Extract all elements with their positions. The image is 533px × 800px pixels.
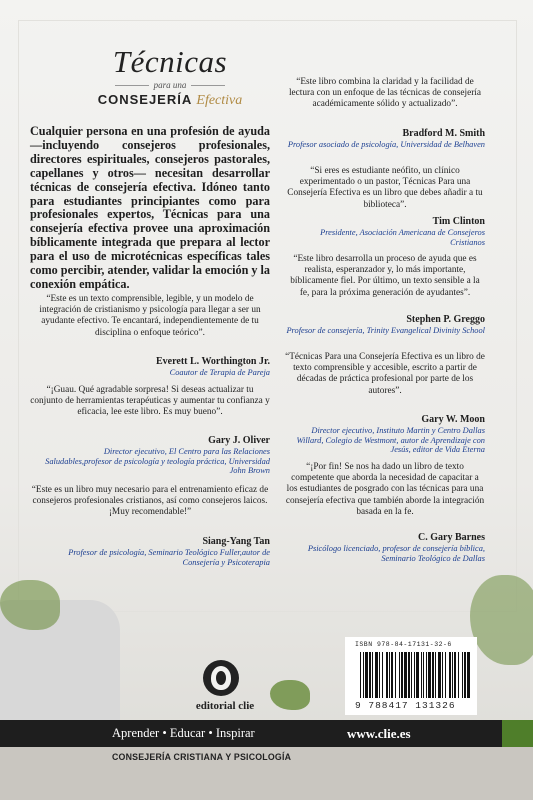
endorsement-attribution [285,216,485,247]
publisher-logo-core [216,671,226,685]
endorser-name: Tim Clinton [432,216,485,227]
barcode-icon [360,652,470,698]
endorser-role: Profesor de psicología, Seminario Teológico Fuller,autor de Consejería y Psicoterapia [68,548,270,567]
barcode-bar [375,652,378,698]
barcode-bar [445,652,446,698]
isbn-label: ISBN 978-84-17131-32-6 [355,641,452,648]
endorsement-quote: “¡Por fin! Se nos ha dado un libro de texto competente que aborda la necesidad de capacitar a los estudiantes de posgrado con las técnicas para una consejería efectiva que también aborde la integración basada en la fe. [285,462,485,517]
endorser-role: Coautor de Terapia de Pareja [169,368,270,377]
endorsement-attribution [40,435,270,476]
barcode-bar [442,652,443,698]
title-line-2: para una [90,80,250,90]
endorser-role: Director ejecutivo, Instituto Martin y Centro Dallas Willard, Colegio de Westmont, autor de Aprendizaje con Jesús, editor de Vida Eterna [296,426,485,455]
endorser-role: Profesor de consejería, Trinity Evangelical Divinity School [286,326,485,335]
barcode-bar [395,652,396,698]
barcode-bar [414,652,415,698]
endorsement-attribution [285,532,485,563]
barcode-bar [421,652,422,698]
barcode-bar [416,652,419,698]
barcode-bar [423,652,424,698]
barcode-bar [372,652,373,698]
accent-green-block [502,720,533,747]
title-efectiva: Efectiva [196,93,243,108]
barcode-bar [452,652,453,698]
series-name: CONSEJERÍA CRISTIANA Y PSICOLOGÍA [112,752,292,762]
barcode-bar [411,652,412,698]
barcode-bar [428,652,431,698]
endorsement-attribution [30,356,270,378]
endorsement-attribution [285,314,485,336]
endorsement-quote: “Si eres es estudiante neófito, un clínico experimentado o un pastor, Técnicas Para una Consejería Efectiva es un libro que debes añadir a tu biblioteca”. [287,166,483,210]
plant [270,680,310,710]
barcode-bar [467,652,470,698]
barcode-bar [379,652,380,698]
endorser-name: Siang-Yang Tan [202,536,270,547]
endorser-role: Psicólogo licenciado, profesor de consejería bíblica, Seminario Teológico de Dallas [307,544,485,563]
book-description: Cualquier persona en una profesión de ayuda —incluyendo consejeros profesionales, directores espirituales, consejeros pastorales, capellanes y otros— necesitan desarrollar técnicas de consejería efectiva. Idóneo tanto para estudiantes principiantes como para profesionales expertos, Técnicas para una consejería efectiva provee una aproximación bíblicamente integrada que prepara al lector para el uso de microtécnicas específicas tales como percibir, atender, validar la emoción y la conexión empática. [30,124,271,291]
endorsement-quote: “Técnicas Para una Consejería Efectiva es un libro de texto comprensible y accesible, escrito a partir de décadas de práctica profesional por parte de los autores”. [285,352,485,396]
barcode-bar [449,652,451,698]
barcode-bar [438,652,441,698]
title-line-3 [90,92,250,109]
endorsement-attribution [285,128,485,150]
publisher-url: www.clie.es [347,726,411,741]
endorser-role: Profesor asociado de psicología, Universidad de Belhaven [287,140,485,149]
barcode-bar [363,652,364,698]
barcode-bar [382,652,383,698]
title-consejeria: CONSEJERÍA [97,92,192,107]
endorser-role: Presidente, Asociación Americana de Consejeros Cristianos [320,228,485,247]
endorser-name: Bradford M. Smith [402,128,485,139]
barcode-bar [435,652,436,698]
barcode-bar [464,652,466,698]
barcode-bar [432,652,434,698]
publisher-name: editorial clie [195,700,255,712]
endorsement-quote: “¡Guau. Qué agradable sorpresa! Si deseas actualizar tu conjunto de herramientas terapéuticas y aumentar tu confianza y eficacia, lee este libro. Es muy bueno”. [30,385,270,418]
barcode-bar [401,652,403,698]
barcode-number: 9 788417 131326 [355,700,456,711]
barcode-bar [399,652,400,698]
barcode-bar [389,652,390,698]
endorsement-quote: “Este es un texto comprensible, legible, y un modelo de integración de cristianismo y psicología para llegar a ser un ayudante efectivo. Te encantará, independientemente de tu disciplina o enfoque teórico”. [39,294,261,338]
endorser-name: Gary W. Moon [421,414,485,425]
endorsement-attribution [285,414,485,455]
endorser-name: Gary J. Oliver [208,435,270,446]
endorsement-attribution [60,536,270,567]
bottom-band [0,720,533,747]
barcode-bar [404,652,407,698]
endorser-name: Everett L. Worthington Jr. [156,356,270,367]
publisher-motto: Aprender • Educar • Inspirar [112,726,255,740]
barcode-bar [369,652,371,698]
endorsement-quote: “Este libro combina la claridad y la facilidad de lectura con un enfoque de las técnicas de consejería académicamente sólido y actualizado”. [288,77,482,110]
barcode-bar [426,652,427,698]
title-line-1: Técnicas [112,44,228,79]
barcode-bar [462,652,463,698]
barcode-bar [458,652,459,698]
barcode-bar [391,652,393,698]
endorser-name: Stephen P. Greggo [406,314,485,325]
endorser-role: Director ejecutivo, El Centro para las Relaciones Saludables,profesor de psicología y teología práctica, Universidad John Brown [45,447,270,476]
endorsement-quote: “Este es un libro muy necesario para el entrenamiento eficaz de consejeros profesionales cristianos, así como consejeros laicos. ¡Muy recomendable!” [31,485,269,518]
barcode-bar [365,652,368,698]
barcode-bar [386,652,388,698]
endorsement-quote: “Este libro desarrolla un proceso de ayuda que es realista, esperanzador y, lo más importante, bíblicamente fiel. Por último, un texto sensible a la fe, para la próxima generación de ayudantes”. [290,254,480,298]
barcode-bar [360,652,361,698]
barcode-bar [408,652,410,698]
endorser-name: C. Gary Barnes [418,532,485,543]
barcode-bar [454,652,456,698]
book-title [90,46,250,109]
